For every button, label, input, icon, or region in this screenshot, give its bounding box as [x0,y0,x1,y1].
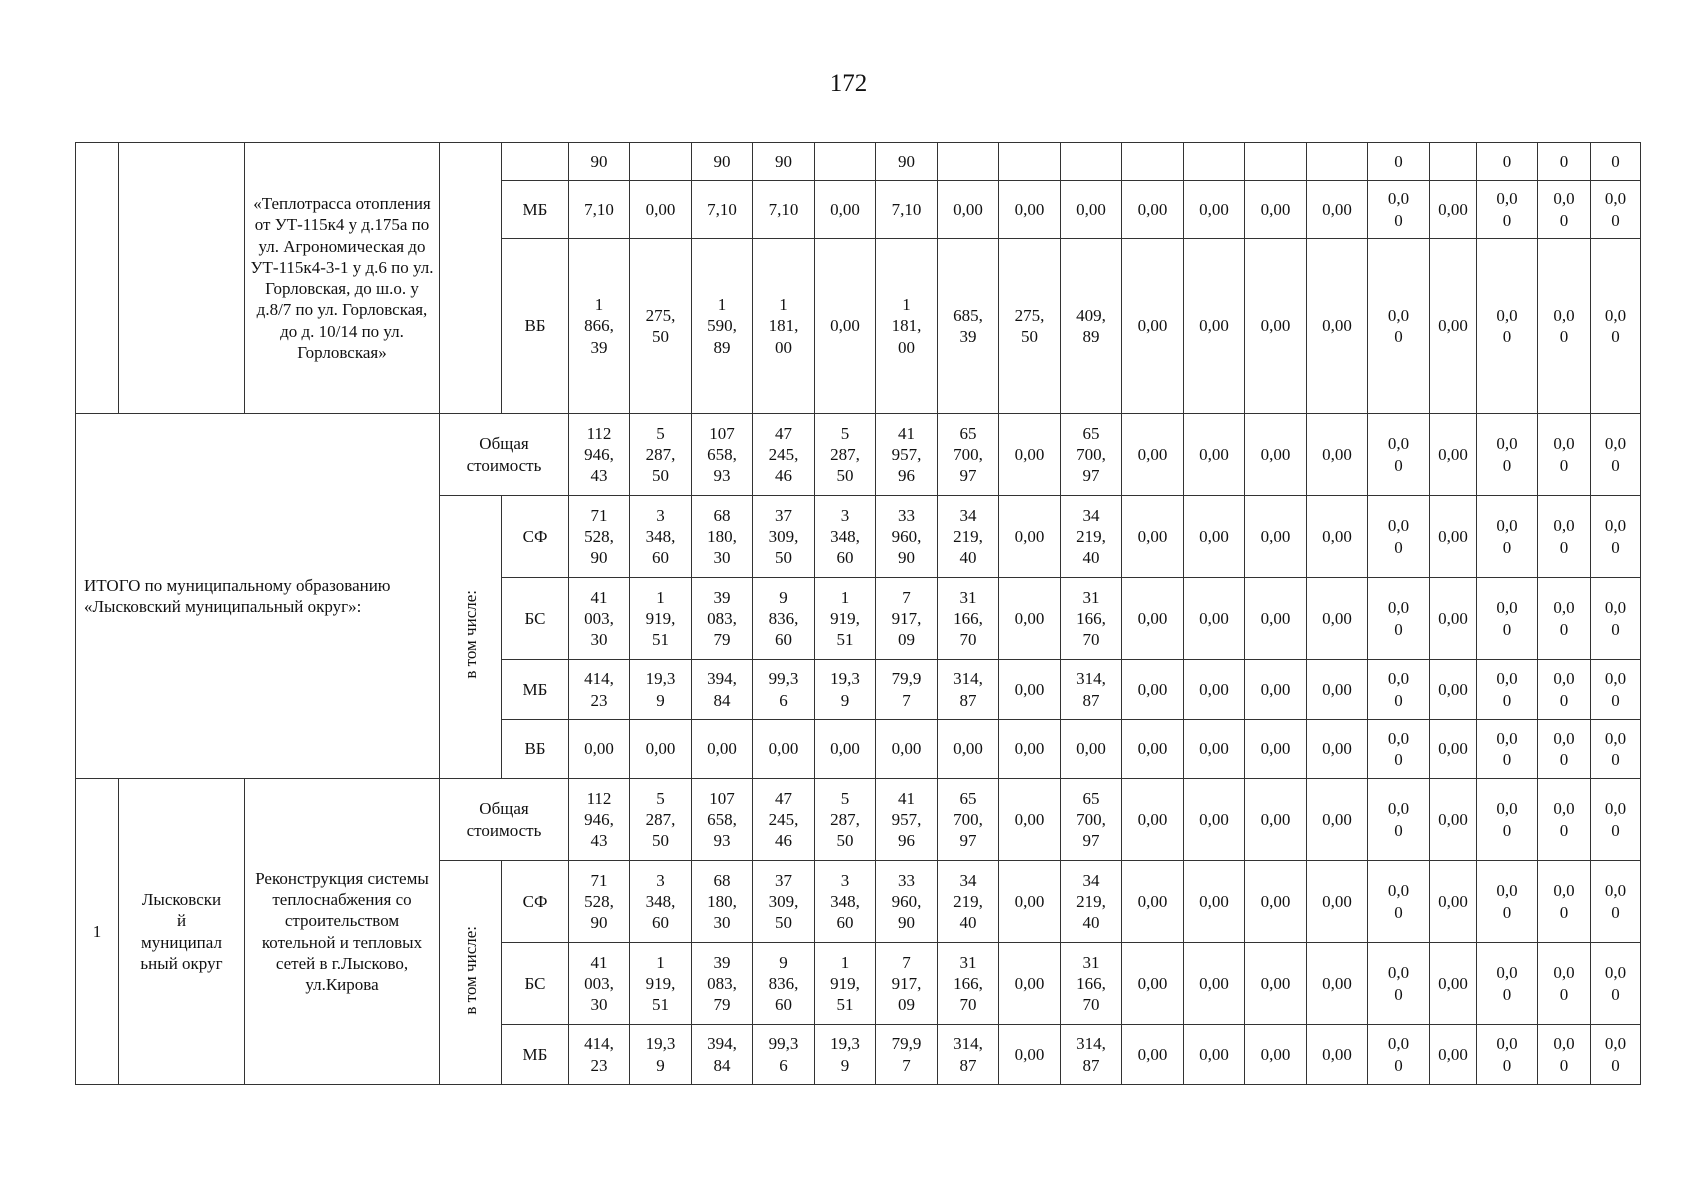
value-cell: 0,0 0 [1538,181,1591,239]
value-cell: 0,0 0 [1591,943,1641,1025]
value-cell: 0,0 0 [1477,181,1538,239]
value-cell: 0,0 0 [1538,720,1591,779]
value-cell: 107 658, 93 [692,414,753,496]
value-cell: 0,00 [1430,239,1477,414]
value-cell: 0,0 0 [1538,861,1591,943]
value-cell: 0,0 0 [1368,720,1430,779]
empty-cell [440,143,502,414]
value-cell: 0,00 [1122,861,1184,943]
value-cell: 0,00 [630,720,692,779]
value-cell: 0,00 [999,1025,1061,1085]
value-cell [630,143,692,181]
value-cell: 0,00 [1122,1025,1184,1085]
value-cell: 0,00 [1184,861,1245,943]
value-cell: 0,00 [1245,578,1307,660]
value-cell: 0,00 [999,660,1061,720]
value-cell: 0,00 [999,578,1061,660]
value-cell: 0,00 [1245,1025,1307,1085]
value-cell: 37 309, 50 [753,861,815,943]
value-cell: 414, 23 [569,1025,630,1085]
value-cell: 0,00 [753,720,815,779]
value-cell: 0,0 0 [1538,660,1591,720]
value-cell: 0,0 0 [1538,1025,1591,1085]
value-cell: 0,00 [1245,720,1307,779]
funding-type-cell: МБ [502,1025,569,1085]
value-cell: 0,0 0 [1368,861,1430,943]
value-cell: 0,0 0 [1477,414,1538,496]
value-cell: 0,0 0 [1477,1025,1538,1085]
funding-type-cell: МБ [502,181,569,239]
value-cell: 0,0 0 [1477,660,1538,720]
value-cell: 0,00 [1245,861,1307,943]
value-cell: 0,00 [1184,660,1245,720]
row-number-cell [76,143,119,414]
value-cell: 0,00 [999,943,1061,1025]
value-cell: 275, 50 [630,239,692,414]
value-cell: 0,0 0 [1538,496,1591,578]
value-cell: 0,0 0 [1538,943,1591,1025]
funding-type-cell: СФ [502,496,569,578]
value-cell: 0,00 [938,181,999,239]
value-cell: 0,00 [1245,414,1307,496]
value-cell: 0,0 0 [1591,578,1641,660]
value-cell: 0,0 0 [1591,861,1641,943]
value-cell: 414, 23 [569,660,630,720]
value-cell: 0,00 [1430,861,1477,943]
value-cell: 0,00 [1430,578,1477,660]
value-cell: 0,0 0 [1368,779,1430,861]
value-cell: 0,0 0 [1591,1025,1641,1085]
value-cell [999,143,1061,181]
value-cell: 1 919, 51 [815,943,876,1025]
page-number: 172 [829,70,868,97]
value-cell: 33 960, 90 [876,496,938,578]
value-cell: 19,3 9 [630,1025,692,1085]
value-cell: 0,00 [1307,660,1368,720]
value-cell: 0,00 [1430,943,1477,1025]
value-cell: 1 181, 00 [876,239,938,414]
value-cell: 0,00 [1307,239,1368,414]
value-cell: 0,00 [1184,239,1245,414]
value-cell: 1 590, 89 [692,239,753,414]
value-cell: 65 700, 97 [1061,779,1122,861]
value-cell: 0,0 0 [1591,181,1641,239]
value-cell: 0,00 [1122,720,1184,779]
value-cell [1430,143,1477,181]
value-cell: 0,00 [815,181,876,239]
value-cell: 0,00 [1184,578,1245,660]
table-row [76,779,1691,861]
funding-type-cell: ВБ [502,239,569,414]
value-cell: 5 287, 50 [630,414,692,496]
value-cell: 1 919, 51 [630,943,692,1025]
value-cell: 394, 84 [692,1025,753,1085]
value-cell: 0,00 [876,720,938,779]
value-cell: 0,00 [1430,181,1477,239]
value-cell: 31 166, 70 [1061,943,1122,1025]
value-cell: 90 [692,143,753,181]
budget-table [75,142,1691,1085]
row-number-cell: 1 [76,779,119,1085]
value-cell: 0,00 [1122,578,1184,660]
value-cell: 0,00 [938,720,999,779]
total-cost-label: Общая стоимость [440,414,569,496]
value-cell: 41 003, 30 [569,943,630,1025]
value-cell: 0,0 0 [1477,496,1538,578]
value-cell: 47 245, 46 [753,414,815,496]
value-cell: 0 [1368,143,1430,181]
funding-type-cell: ВБ [502,720,569,779]
value-cell [938,143,999,181]
value-cell: 0,00 [1245,779,1307,861]
funding-type-cell: БС [502,578,569,660]
value-cell: 0,0 0 [1477,578,1538,660]
value-cell: 0,00 [1307,861,1368,943]
value-cell: 31 166, 70 [1061,578,1122,660]
value-cell [1122,143,1184,181]
value-cell: 90 [569,143,630,181]
value-cell: 99,3 6 [753,1025,815,1085]
total-cost-label: Общая стоимость [440,779,569,861]
value-cell: 0,0 0 [1477,779,1538,861]
value-cell: 90 [876,143,938,181]
value-cell: 0,00 [1184,181,1245,239]
district-cell [119,143,245,414]
value-cell: 1 866, 39 [569,239,630,414]
value-cell: 68 180, 30 [692,496,753,578]
value-cell: 0 [1477,143,1538,181]
value-cell: 41 003, 30 [569,578,630,660]
value-cell: 3 348, 60 [630,861,692,943]
value-cell: 1 181, 00 [753,239,815,414]
value-cell: 0,00 [1307,1025,1368,1085]
value-cell: 0,00 [630,181,692,239]
value-cell: 0,00 [1245,181,1307,239]
value-cell: 0,0 0 [1368,943,1430,1025]
value-cell: 31 166, 70 [938,943,999,1025]
value-cell: 394, 84 [692,660,753,720]
value-cell [1245,143,1307,181]
value-cell: 1 919, 51 [630,578,692,660]
value-cell: 0,00 [1245,239,1307,414]
table-row [76,143,1691,181]
value-cell: 0,0 0 [1477,943,1538,1025]
value-cell: 0,0 0 [1591,660,1641,720]
value-cell: 7 917, 09 [876,943,938,1025]
value-cell: 0,00 [1122,496,1184,578]
value-cell: 0,0 0 [1591,239,1641,414]
value-cell [1061,143,1122,181]
value-cell: 0,00 [1122,414,1184,496]
value-cell: 314, 87 [1061,660,1122,720]
value-cell: 0 [1538,143,1591,181]
value-cell: 0,0 0 [1591,496,1641,578]
value-cell: 19,3 9 [630,660,692,720]
value-cell: 0,00 [999,414,1061,496]
value-cell: 33 960, 90 [876,861,938,943]
value-cell: 0,00 [1184,1025,1245,1085]
value-cell: 41 957, 96 [876,779,938,861]
value-cell: 41 957, 96 [876,414,938,496]
value-cell: 0,00 [999,496,1061,578]
value-cell: 0,00 [1307,181,1368,239]
value-cell: 7 917, 09 [876,578,938,660]
value-cell: 0,00 [1061,720,1122,779]
value-cell: 79,9 7 [876,660,938,720]
municipality-total-title: ИТОГО по муниципальному образованию «Лысковский муниципальный округ»: [76,414,440,779]
value-cell: 0,00 [1122,181,1184,239]
value-cell: 0,00 [1430,1025,1477,1085]
value-cell: 0,00 [1307,720,1368,779]
value-cell: 0,00 [1307,414,1368,496]
value-cell: 5 287, 50 [815,414,876,496]
value-cell: 0,00 [1184,496,1245,578]
value-cell: 0,00 [1307,943,1368,1025]
value-cell: 0,00 [999,861,1061,943]
value-cell: 0,00 [1430,660,1477,720]
value-cell: 5 287, 50 [815,779,876,861]
value-cell: 3 348, 60 [815,861,876,943]
value-cell: 65 700, 97 [938,414,999,496]
value-cell: 39 083, 79 [692,943,753,1025]
object-name-cell: «Теплотрасса отопления от УТ-115к4 у д.175а по ул. Агрономическая до УТ-115к4-3-1 у д.6 по ул. Горловская, до ш.о. у д.8/7 по ул. Горловская, до д. 10/14 по ул. Горловская» [245,143,440,414]
funding-type-cell: СФ [502,861,569,943]
value-cell: 0,0 0 [1538,414,1591,496]
funding-type-cell [502,143,569,181]
value-cell: 0,00 [1061,181,1122,239]
value-cell: 314, 87 [938,660,999,720]
value-cell: 0,0 0 [1368,1025,1430,1085]
value-cell: 0,0 0 [1477,239,1538,414]
value-cell: 0,00 [1430,720,1477,779]
value-cell: 0,00 [1184,943,1245,1025]
value-cell: 34 219, 40 [938,861,999,943]
value-cell: 0,00 [1307,779,1368,861]
value-cell: 0,00 [999,779,1061,861]
value-cell [815,143,876,181]
value-cell: 0 [1591,143,1641,181]
value-cell: 7,10 [753,181,815,239]
value-cell: 0,00 [1307,578,1368,660]
value-cell: 0,00 [815,720,876,779]
value-cell: 65 700, 97 [1061,414,1122,496]
value-cell: 685, 39 [938,239,999,414]
including-label-cell: в том числе: [440,861,502,1085]
value-cell: 90 [753,143,815,181]
value-cell: 0,00 [1430,779,1477,861]
value-cell: 31 166, 70 [938,578,999,660]
value-cell: 0,00 [1245,496,1307,578]
funding-type-cell: БС [502,943,569,1025]
value-cell: 3 348, 60 [815,496,876,578]
value-cell: 7,10 [692,181,753,239]
value-cell: 0,0 0 [1538,578,1591,660]
value-cell: 0,00 [1430,414,1477,496]
value-cell: 34 219, 40 [1061,496,1122,578]
value-cell: 99,3 6 [753,660,815,720]
value-cell: 0,0 0 [1368,578,1430,660]
value-cell: 71 528, 90 [569,496,630,578]
table-row [76,414,1691,496]
value-cell: 107 658, 93 [692,779,753,861]
value-cell: 0,00 [1122,779,1184,861]
value-cell: 5 287, 50 [630,779,692,861]
value-cell: 112 946, 43 [569,414,630,496]
value-cell: 0,00 [1122,239,1184,414]
value-cell: 0,0 0 [1368,414,1430,496]
value-cell: 37 309, 50 [753,496,815,578]
value-cell: 0,00 [1430,496,1477,578]
value-cell: 0,0 0 [1368,496,1430,578]
value-cell: 0,00 [1184,779,1245,861]
district-cell: Лысковски й муниципал ьный округ [119,779,245,1085]
value-cell: 0,0 0 [1538,779,1591,861]
value-cell [1307,143,1368,181]
value-cell: 3 348, 60 [630,496,692,578]
value-cell: 275, 50 [999,239,1061,414]
value-cell: 314, 87 [938,1025,999,1085]
value-cell [1184,143,1245,181]
value-cell: 0,00 [999,720,1061,779]
value-cell: 7,10 [569,181,630,239]
value-cell: 0,00 [815,239,876,414]
including-label-cell: в том числе: [440,496,502,779]
value-cell: 0,00 [1245,943,1307,1025]
value-cell: 34 219, 40 [938,496,999,578]
value-cell: 0,00 [569,720,630,779]
value-cell: 39 083, 79 [692,578,753,660]
value-cell: 0,00 [692,720,753,779]
value-cell: 9 836, 60 [753,943,815,1025]
value-cell: 0,00 [1122,660,1184,720]
value-cell: 0,0 0 [1368,660,1430,720]
value-cell: 0,00 [1184,414,1245,496]
value-cell: 34 219, 40 [1061,861,1122,943]
value-cell: 0,0 0 [1591,414,1641,496]
value-cell: 19,3 9 [815,1025,876,1085]
value-cell: 0,00 [1245,660,1307,720]
value-cell: 314, 87 [1061,1025,1122,1085]
value-cell: 9 836, 60 [753,578,815,660]
value-cell: 0,0 0 [1591,720,1641,779]
value-cell: 409, 89 [1061,239,1122,414]
value-cell: 0,00 [1184,720,1245,779]
value-cell: 0,0 0 [1591,779,1641,861]
value-cell: 47 245, 46 [753,779,815,861]
value-cell: 0,0 0 [1477,720,1538,779]
value-cell: 1 919, 51 [815,578,876,660]
value-cell: 0,00 [1307,496,1368,578]
value-cell: 71 528, 90 [569,861,630,943]
value-cell: 65 700, 97 [938,779,999,861]
value-cell: 112 946, 43 [569,779,630,861]
value-cell: 0,0 0 [1477,861,1538,943]
value-cell: 7,10 [876,181,938,239]
value-cell: 19,3 9 [815,660,876,720]
value-cell: 0,0 0 [1368,239,1430,414]
value-cell: 0,00 [999,181,1061,239]
value-cell: 0,0 0 [1368,181,1430,239]
value-cell: 68 180, 30 [692,861,753,943]
object-name-cell: Реконструкция системы теплоснабжения со строительством котельной и тепловых сетей в г.Лысково, ул.Кирова [245,779,440,1085]
value-cell: 0,0 0 [1538,239,1591,414]
value-cell: 79,9 7 [876,1025,938,1085]
value-cell: 0,00 [1122,943,1184,1025]
funding-type-cell: МБ [502,660,569,720]
